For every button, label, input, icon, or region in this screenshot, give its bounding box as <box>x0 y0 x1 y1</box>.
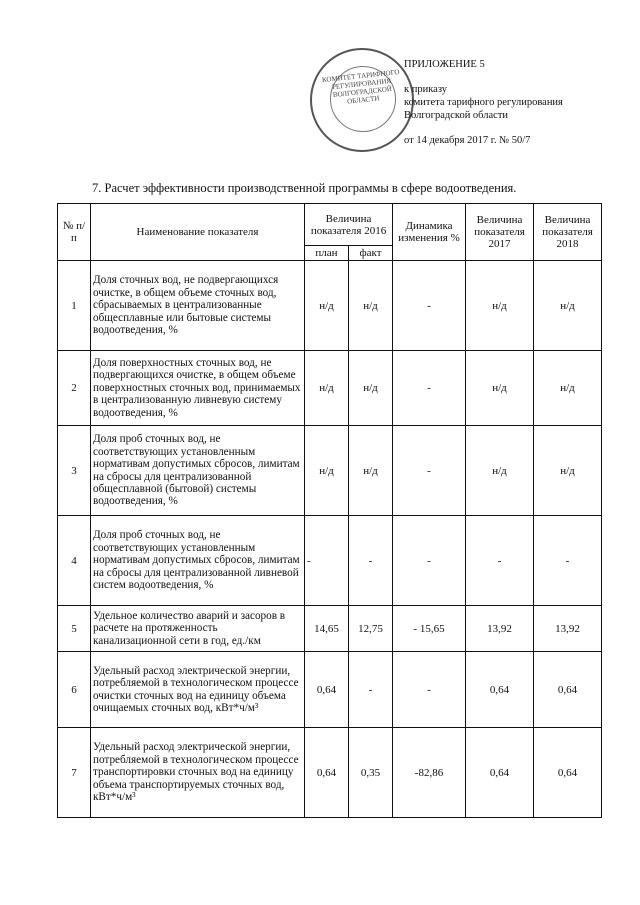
row-name: Доля сточных вод, не подвергающихся очистке, в общем объеме сточных вод, сбрасываемых в централизованные общесплавные или бытовые системы водоотведения, % <box>91 261 305 351</box>
row-2017: 0,64 <box>466 728 534 818</box>
row-fact: н/д <box>349 261 393 351</box>
row-name: Удельный расход электрической энергии, потребляемой в технологическом процессе очистки сточных вод на единицу объема очищаемых сточных вод, кВт*ч/м³ <box>91 652 305 728</box>
row-plan: н/д <box>305 261 349 351</box>
row-2018: н/д <box>534 351 602 426</box>
row-2018: н/д <box>534 426 602 516</box>
row-plan: - <box>305 516 349 606</box>
appendix-committee: комитета тарифного регулирования <box>404 97 563 108</box>
row-2017: н/д <box>466 351 534 426</box>
row-dynamics: - <box>393 261 466 351</box>
row-plan: н/д <box>305 426 349 516</box>
row-2018: - <box>534 516 602 606</box>
row-2018: н/д <box>534 261 602 351</box>
efficiency-table <box>57 203 602 818</box>
row-plan: 14,65 <box>305 606 349 652</box>
row-plan: 0,64 <box>305 652 349 728</box>
row-fact: н/д <box>349 426 393 516</box>
appendix-region: Волгоградской области <box>404 110 509 121</box>
row-num: 1 <box>58 261 91 351</box>
row-num: 6 <box>58 652 91 728</box>
header-value-2017: Величина показателя 2017 <box>466 204 534 261</box>
row-name: Доля поверхностных сточных вод, не подвергающихся очистке, в общем объеме поверхностных сточных вод, принимаемых в централизованную ливневую систему водоотведения, % <box>91 351 305 426</box>
appendix-block <box>404 58 563 147</box>
header-dynamics: Динамика изменения % <box>393 204 466 261</box>
header-fact: факт <box>349 246 393 261</box>
row-plan: 0,64 <box>305 728 349 818</box>
appendix-date: от 14 декабря 2017 г. № 50/7 <box>404 135 531 146</box>
row-name: Доля проб сточных вод, не соответствующих установленным нормативам допустимых сбросов, лимитам на сбросы для централизованной ливневой систем водоотведения, % <box>91 516 305 606</box>
row-name: Удельное количество аварий и засоров в расчете на протяженность канализационной сети в год, ед./км <box>91 606 305 652</box>
row-fact: - <box>349 516 393 606</box>
table-row <box>58 516 602 606</box>
header-name: Наименование показателя <box>91 204 305 261</box>
row-2017: 0,64 <box>466 652 534 728</box>
header-value-2018: Величина показателя 2018 <box>534 204 602 261</box>
stamp-text: КОМИТЕТ ТАРИФНОГО РЕГУЛИРОВАНИЯ ВОЛГОГРАДСКОЙ ОБЛАСТИ <box>321 68 400 106</box>
row-num: 7 <box>58 728 91 818</box>
header-plan: план <box>305 246 349 261</box>
row-2017: н/д <box>466 426 534 516</box>
table-row <box>58 606 602 652</box>
row-2018: 0,64 <box>534 652 602 728</box>
row-2018: 13,92 <box>534 606 602 652</box>
row-dynamics: -82,86 <box>393 728 466 818</box>
section-heading: 7. Расчет эффективности производственной программы в сфере водоотведения. <box>92 181 517 195</box>
row-name: Доля проб сточных вод, не соответствующих установленным нормативам допустимых сбросов, лимитам на сбросы для централизованной общесплавной (бытовой) системы водоотведения, % <box>91 426 305 516</box>
row-num: 2 <box>58 351 91 426</box>
row-num: 5 <box>58 606 91 652</box>
row-fact: 12,75 <box>349 606 393 652</box>
row-name: Удельный расход электрической энергии, потребляемой в технологическом процессе транспортировки сточных вод на единицу объема транспортируемых сточных вод, кВт*ч/м³ <box>91 728 305 818</box>
row-dynamics: - <box>393 652 466 728</box>
header-value-2016: Величина показателя 2016 <box>305 204 393 246</box>
table-row <box>58 261 602 351</box>
row-2017: н/д <box>466 261 534 351</box>
row-num: 3 <box>58 426 91 516</box>
header-num: № п/п <box>58 204 91 261</box>
row-2017: - <box>466 516 534 606</box>
table-row <box>58 728 602 818</box>
row-num: 4 <box>58 516 91 606</box>
row-fact: 0,35 <box>349 728 393 818</box>
row-2018: 0,64 <box>534 728 602 818</box>
row-dynamics: - <box>393 516 466 606</box>
appendix-order: к приказу <box>404 84 447 95</box>
row-dynamics: - 15,65 <box>393 606 466 652</box>
row-plan: н/д <box>305 351 349 426</box>
table-row <box>58 351 602 426</box>
row-2017: 13,92 <box>466 606 534 652</box>
official-stamp <box>310 48 414 152</box>
row-dynamics: - <box>393 426 466 516</box>
appendix-title: ПРИЛОЖЕНИЕ 5 <box>404 59 485 70</box>
table-row <box>58 652 602 728</box>
row-dynamics: - <box>393 351 466 426</box>
row-fact: - <box>349 652 393 728</box>
table-row <box>58 426 602 516</box>
row-fact: н/д <box>349 351 393 426</box>
